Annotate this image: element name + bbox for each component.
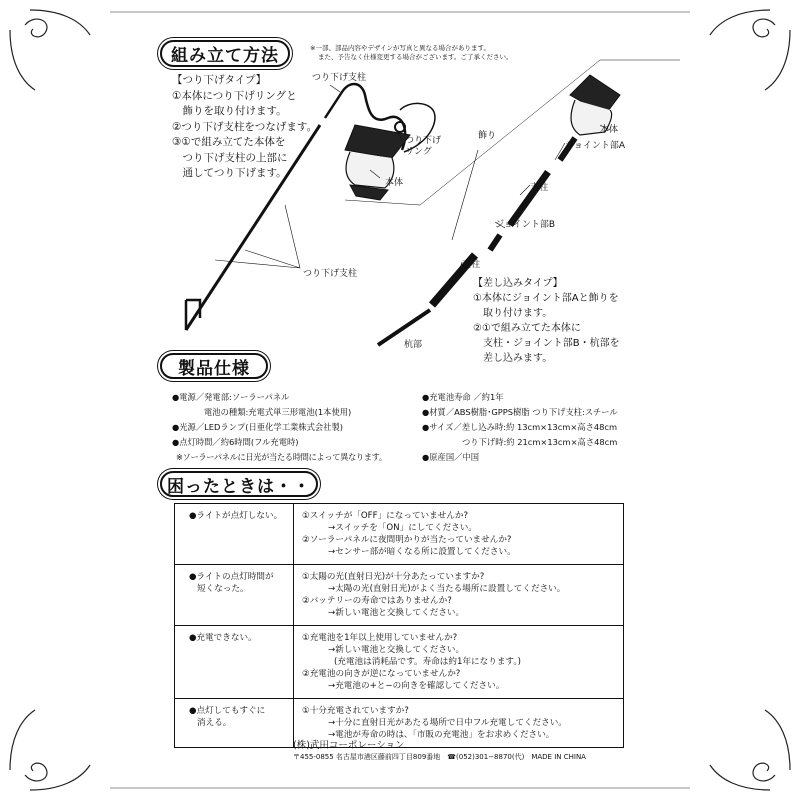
solution-cell <box>294 504 624 565</box>
label-pole: 支柱 <box>530 183 549 193</box>
spec-line: ●充電池寿命 ／約1年 <box>422 392 504 402</box>
table-row <box>175 565 624 626</box>
table-row <box>175 504 624 565</box>
spec-line: ●原産国／中国 <box>422 452 480 462</box>
solution-line: →充電池の+と−の向きを確認してください。 <box>328 681 505 691</box>
problem-text: ●ライトが点灯しない。 <box>189 511 283 521</box>
spec-note-line: ※ソーラーパネルに日光が当たる時間によって異なります。 <box>176 452 387 462</box>
problem-text: 短くなった。 <box>197 584 249 594</box>
label-hanging-pole: つり下げ支柱 <box>312 73 367 83</box>
problem-cell <box>175 699 294 748</box>
stake-instructions <box>473 276 620 366</box>
solution-line: (充電池は消耗品です。寿命は約1年になります。) <box>334 657 521 667</box>
instr-line: ①本体につり下げリングと <box>172 89 297 102</box>
spec-line: つり下げ時:約 21cm×13cm×高さ48cm <box>462 437 618 447</box>
specs-left <box>172 390 416 465</box>
label-decoration: 飾り <box>478 131 497 141</box>
label-body: 本体 <box>600 125 619 135</box>
label-hanging-body: 本体 <box>385 178 404 188</box>
problem-cell <box>175 504 294 565</box>
spec-line: 電池の種類:充電式単三形電池(1本使用) <box>204 407 352 417</box>
note-line: ※一部、部品内容やデザインが写真と異なる場合があります。 <box>310 44 490 52</box>
label-joint-a: ジョイント部A <box>565 141 625 151</box>
troubleshooting-table <box>174 503 624 748</box>
instr-line: 【差し込みタイプ】 <box>473 278 563 289</box>
label-ring-line: つり下げ <box>405 136 442 146</box>
spec-line: ●点灯時間／約6時間(フル充電時) <box>172 437 299 447</box>
specs-title: 製品仕様 <box>160 353 268 379</box>
spec-line: ●電源／発電部:ソーラーパネル <box>172 392 290 402</box>
solution-cell <box>294 626 624 699</box>
solution-line: ②バッテリーの寿命ではありませんか? <box>302 596 452 606</box>
solution-line: ①充電池を1年以上使用していませんか? <box>302 633 458 643</box>
problem-text: ●ライトの点灯時間が <box>189 572 274 582</box>
solution-line: →新しい電池と交換してください。 <box>328 608 465 618</box>
instr-line: つり下げ支柱の上部に <box>172 151 288 164</box>
solution-line: →電池が寿命の時は、「市販の充電池」をお求めください。 <box>328 730 555 740</box>
spec-line: ●材質／ABS樹脂･GPPS樹脂 つり下げ支柱:スチール <box>422 407 618 417</box>
instr-line: ①本体にジョイント部Aと飾りを <box>473 293 619 304</box>
solution-line: ①スイッチが「OFF」になっていませんか? <box>302 511 469 521</box>
label-hanging-ring <box>405 136 441 158</box>
spec-line: ●光源／LEDランプ(日亜化学工業株式会社製) <box>172 422 344 432</box>
trouble-title: 困ったときは・・ <box>160 471 318 497</box>
solution-line: →スイッチを「ON」にしてください。 <box>328 523 477 533</box>
problem-text: ●点灯してもすぐに <box>189 706 266 716</box>
label-pole-2: 支柱 <box>462 260 481 270</box>
problem-cell <box>175 565 294 626</box>
solution-line: →太陽の光(直射日光)がよく当たる場所に設置してください。 <box>328 584 566 594</box>
solution-line: ②充電池の向きが逆になっていませんか? <box>302 669 461 679</box>
instr-line: 取り付けます。 <box>473 308 553 319</box>
instr-line: 飾りを取り付けます。 <box>172 105 287 117</box>
instr-line: 差し込みます。 <box>473 353 553 364</box>
company-name: (株)武田コーポレーション <box>293 740 405 751</box>
assembly-title: 組み立て方法 <box>160 40 290 67</box>
problem-cell <box>175 626 294 699</box>
note-line: また、予告なく仕様変更する場合がございます。ご了承ください。 <box>318 53 513 61</box>
problem-text: ●充電できない。 <box>189 633 257 643</box>
instr-line: 通してつり下げます。 <box>172 167 287 179</box>
solution-line: ②ソーラーパネルに夜間明かりが当たっていませんか? <box>302 535 512 545</box>
label-joint-b: ジョイント部B <box>495 220 555 230</box>
table-row <box>175 626 624 699</box>
solution-cell <box>294 565 624 626</box>
problem-text: 消える。 <box>197 718 232 728</box>
solution-line: →十分に直射日光があたる場所で日中フル充電してください。 <box>328 718 567 728</box>
solution-line: →センサー部が暗くなる所に設置してください。 <box>328 547 516 557</box>
label-hanging-pole-bottom: つり下げ支柱 <box>303 269 358 279</box>
solution-line: ①十分充電されていますか? <box>302 706 409 716</box>
solution-line: ①太陽の光(直射日光)が十分あたっていますか? <box>302 572 485 582</box>
spec-line: ●サイズ／差し込み時:約 13cm×13cm×高さ48cm <box>422 422 618 432</box>
specs-right <box>422 390 618 465</box>
instr-line: 【つり下げタイプ】 <box>172 74 267 86</box>
label-ring-line: リング <box>405 147 432 157</box>
solution-line: →新しい電池と交換してください。 <box>328 645 465 655</box>
instr-line: ②つり下げ支柱をつなげます。 <box>172 120 318 133</box>
instr-line: ②①で組み立てた本体に <box>473 323 581 334</box>
instr-line: ③①で組み立てた本体を <box>172 136 286 148</box>
label-stake: 杭部 <box>404 340 423 350</box>
instr-line: 支柱・ジョイント部B・杭部を <box>473 338 620 349</box>
company-address: 〒455-0855 名古屋市港区藤前四丁目809番地 ☎(052)301−8870(代) MADE IN CHINA <box>293 753 586 761</box>
